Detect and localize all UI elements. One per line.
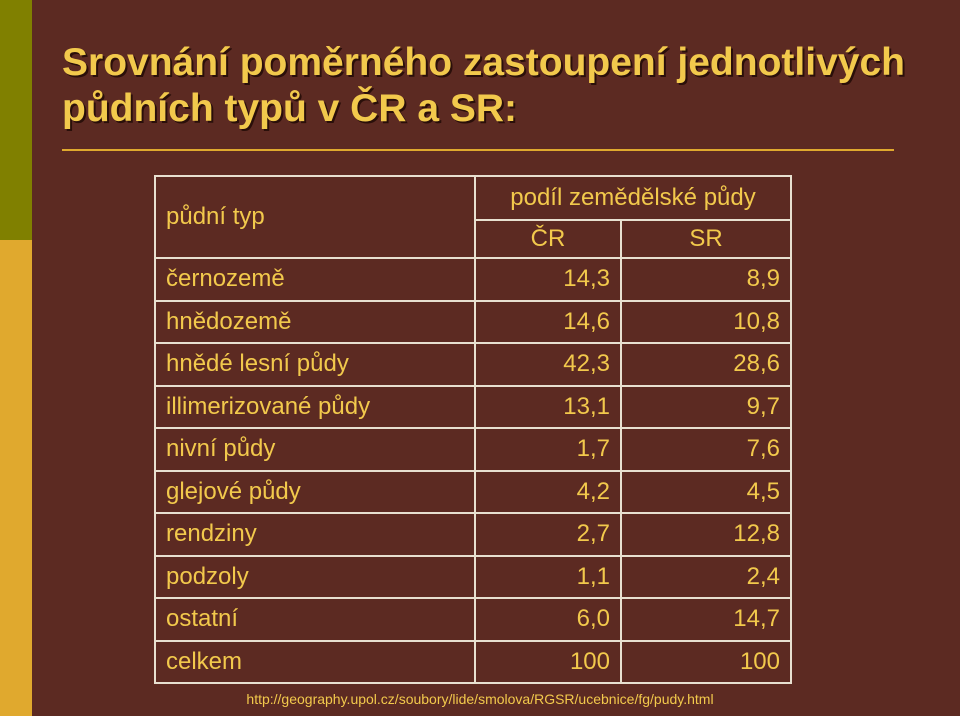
title-underline	[62, 149, 894, 151]
sr-value-cell: 9,7	[621, 386, 791, 429]
soil-type-cell: illimerizované půdy	[155, 386, 475, 429]
soil-type-cell: glejové půdy	[155, 471, 475, 514]
sr-value-cell: 8,9	[621, 258, 791, 301]
soil-type-cell: hnědé lesní půdy	[155, 343, 475, 386]
sr-value-cell: 4,5	[621, 471, 791, 514]
page-title: Srovnání poměrného zastoupení jednotlivých půdních typů v ČR a SR:	[62, 41, 905, 130]
sr-value-cell: 10,8	[621, 301, 791, 344]
header-cr: ČR	[475, 220, 621, 258]
table-row	[155, 471, 791, 514]
header-soil-type: půdní typ	[155, 176, 475, 258]
cr-value-cell: 1,1	[475, 556, 621, 599]
cr-value-cell: 14,6	[475, 301, 621, 344]
side-stripe-top	[0, 0, 32, 240]
soil-share-table	[154, 175, 792, 684]
cr-value-cell: 6,0	[475, 598, 621, 641]
soil-type-cell: rendziny	[155, 513, 475, 556]
table-row	[155, 258, 791, 301]
table-row	[155, 343, 791, 386]
sr-value-cell: 100	[621, 641, 791, 684]
table-row	[155, 386, 791, 429]
sr-value-cell: 12,8	[621, 513, 791, 556]
cr-value-cell: 2,7	[475, 513, 621, 556]
cr-value-cell: 100	[475, 641, 621, 684]
cr-value-cell: 14,3	[475, 258, 621, 301]
table-row	[155, 641, 791, 684]
soil-type-cell: ostatní	[155, 598, 475, 641]
sr-value-cell: 28,6	[621, 343, 791, 386]
source-url: http://geography.upol.cz/soubory/lide/smolova/RGSR/ucebnice/fg/pudy.html	[246, 691, 714, 707]
table-row	[155, 556, 791, 599]
cr-value-cell: 42,3	[475, 343, 621, 386]
sr-value-cell: 2,4	[621, 556, 791, 599]
table-row	[155, 301, 791, 344]
sr-value-cell: 14,7	[621, 598, 791, 641]
header-agri-share: podíl zemědělské půdy	[475, 176, 791, 220]
side-stripe-bottom	[0, 240, 32, 716]
soil-type-cell: hnědozemě	[155, 301, 475, 344]
sr-value-cell: 7,6	[621, 428, 791, 471]
table-row	[155, 513, 791, 556]
table-row	[155, 598, 791, 641]
header-sr: SR	[621, 220, 791, 258]
cr-value-cell: 1,7	[475, 428, 621, 471]
soil-type-cell: nivní půdy	[155, 428, 475, 471]
soil-type-cell: černozemě	[155, 258, 475, 301]
cr-value-cell: 13,1	[475, 386, 621, 429]
cr-value-cell: 4,2	[475, 471, 621, 514]
soil-type-cell: celkem	[155, 641, 475, 684]
table-row	[155, 428, 791, 471]
soil-type-cell: podzoly	[155, 556, 475, 599]
table-body	[155, 258, 791, 683]
